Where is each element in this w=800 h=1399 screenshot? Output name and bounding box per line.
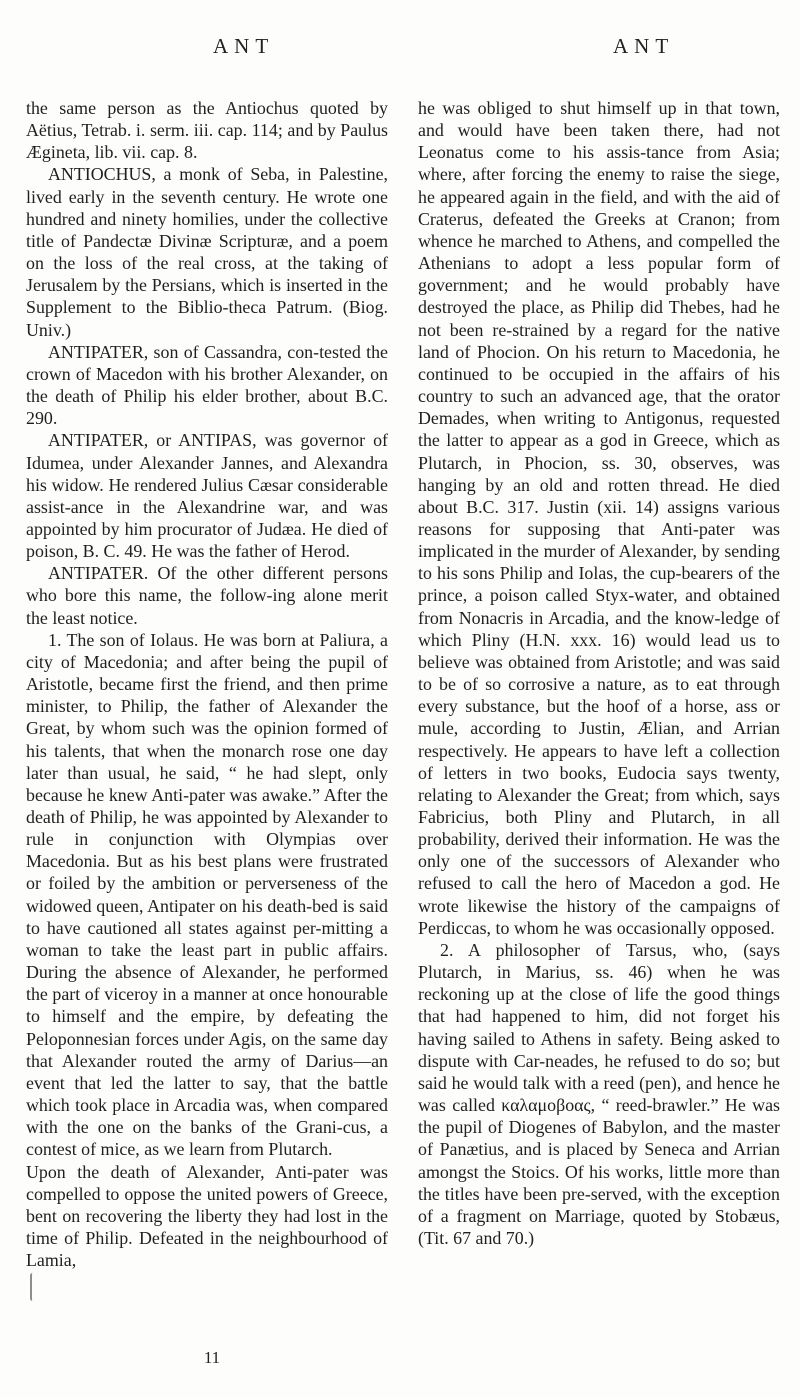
left-column [26, 97, 388, 1271]
entry-antipater-others: ANTIPATER. Of the other different persons who bore this name, the follow-ing alone merit the least notice. [26, 563, 388, 628]
entry-antipater-of-tarsus: 2. A philosopher of Tarsus, who, (says Plutarch, in Marius, ss. 46) when he was reckoning up at the close of life the good things that had happened to him, did not forget his having sailed to Athens in safety. Being asked to dispute with Car-neades, he refused to do so; but said he would talk with a reed (pen), and hence he was called καλαμοβοας, “ reed-brawler.” He was the pupil of Diogenes of Babylon, and the master of Panætius, and is placed by Seneca and Arrian amongst the Stoics. Of his works, little more than the titles have been pre-served, with the exception of a fragment on Marriage, quoted by Stobæus, (Tit. 67 and 70.) [418, 939, 780, 1248]
entry-antipater-or-antipas: ANTIPATER, or ANTIPAS, was governor of Idumea, under Alexander Jannes, and Alexandra his widow. He rendered Julius Cæsar considerable assist-ance in the Alexandrine war, and was appointed by him procurator of Judæa. He died of poison, B. C. 49. He was the father of Herod. [26, 430, 388, 562]
entry-antiochus-monk: ANTIOCHUS, a monk of Seba, in Palestine, lived early in the seventh century. He wrote one hundred and ninety homilies, under the collective title of Pandectæ Divinæ Scripturæ, and a poem on the loss of the real cross, at the taking of Jerusalem by the Persians, which is inserted in the Supplement to the Biblio-theca Patrum. (Biog. Univ.) [26, 164, 388, 340]
margin-bracket-mark [30, 1273, 35, 1301]
right-column [418, 97, 780, 1249]
entry-antipater-after-alexander: Upon the death of Alexander, Anti-pater was compelled to oppose the united powers of Greece, bent on recovering the liberty they had lost in the time of Philip. Defeated in the neighbourhood of Lamia, [26, 1161, 388, 1271]
paragraph-continuation-right: he was obliged to shut himself up in that town, and would have been taken there, had not Leonatus come to his assis-tance from Asia; where, after forcing the enemy to raise the siege, he appeared again in the field, and with the aid of Craterus, defeated the Greeks at Cranon; from whence he marched to Athens, and compelled the Athenians to adopt a less popular form of government; and he would probably have destroyed the place, as Philip did Thebes, had he not been re-strained by a regard for the native land of Phocion. On his return to Macedonia, he continued to be occupied in the affairs of his country to such an advanced age, that the orator Demades, when writing to Antigonus, requested the latter to appear as a god in Greece, which as Plutarch, in Phocion, ss. 30, observes, was hanging by an old and rotten thread. He died about B.C. 317. Justin (xii. 14) assigns various reasons for supposing that Anti-pater was implicated in the murder of Alexander, by sending to his sons Philip and Iolas, the cup-bearers of the prince, a poison called Styx-water, and obtained from Nonacris in Arcadia, and the know-ledge of which Pliny (H.N. xxx. 16) would lead us to believe was obtained from Aristotle; and was said to be of so corrosive a nature, as to eat through every substance, but the hoof of a horse, ass or mule, according to Justin, Ælian, and Arrian respectively. He appears to have left a collection of letters in two books, Eudocia says twenty, relating to Alexander the Great; from which, says Fabricius, both Pliny and Plutarch, in all probability, derived their information. He was the only one of the successors of Alexander who refused to call the hero of Macedon a god. He wrote likewise the history of the campaigns of Perdiccas, to whom he was occasionally opposed. [418, 98, 780, 938]
paragraph-continuation: the same person as the Antiochus quoted by Aëtius, Tetrab. i. serm. iii. cap. 114; and by Paulus Ægineta, lib. vii. cap. 8. [26, 98, 388, 163]
running-head-left: ANT [213, 34, 275, 58]
entry-antipater-son-of-iolaus: 1. The son of Iolaus. He was born at Paliura, a city of Macedonia; and after being the pupil of Aristotle, became first the friend, and then prime minister, to Philip, the father of Alexander the Great, by whom such was the opinion formed of his talents, that when the monarch rose one day later than usual, he said, “ he had slept, only because he knew Anti-pater was awake.” After the death of Philip, he was appointed by Alexander to rule in conjunction with Olympias over Macedonia. But as his best plans were frustrated or foiled by the ambition or perverseness of the widowed queen, Antipater on his death-bed is said to have cautioned all states against per-mitting a woman to take the least part in public affairs. During the absence of Alexander, he performed the part of viceroy in a manner at once honourable to himself and the empire, by defeating the Peloponnesian forces under Agis, on the same day that Alexander routed the army of Darius—an event that led the latter to say, that the battle which took place in Arcadia was, when compared with the one on the banks of the Grani-cus, a contest of mice, as we learn from Plutarch. [26, 629, 388, 1160]
running-head-right: ANT [613, 34, 675, 58]
entry-antipater-son-of-cassandra: ANTIPATER, son of Cassandra, con-tested the crown of Macedon with his brother Alexander, on the death of Philip his elder brother, about B.C. 290. [26, 341, 388, 429]
page-number: 11 [203, 1348, 221, 1367]
